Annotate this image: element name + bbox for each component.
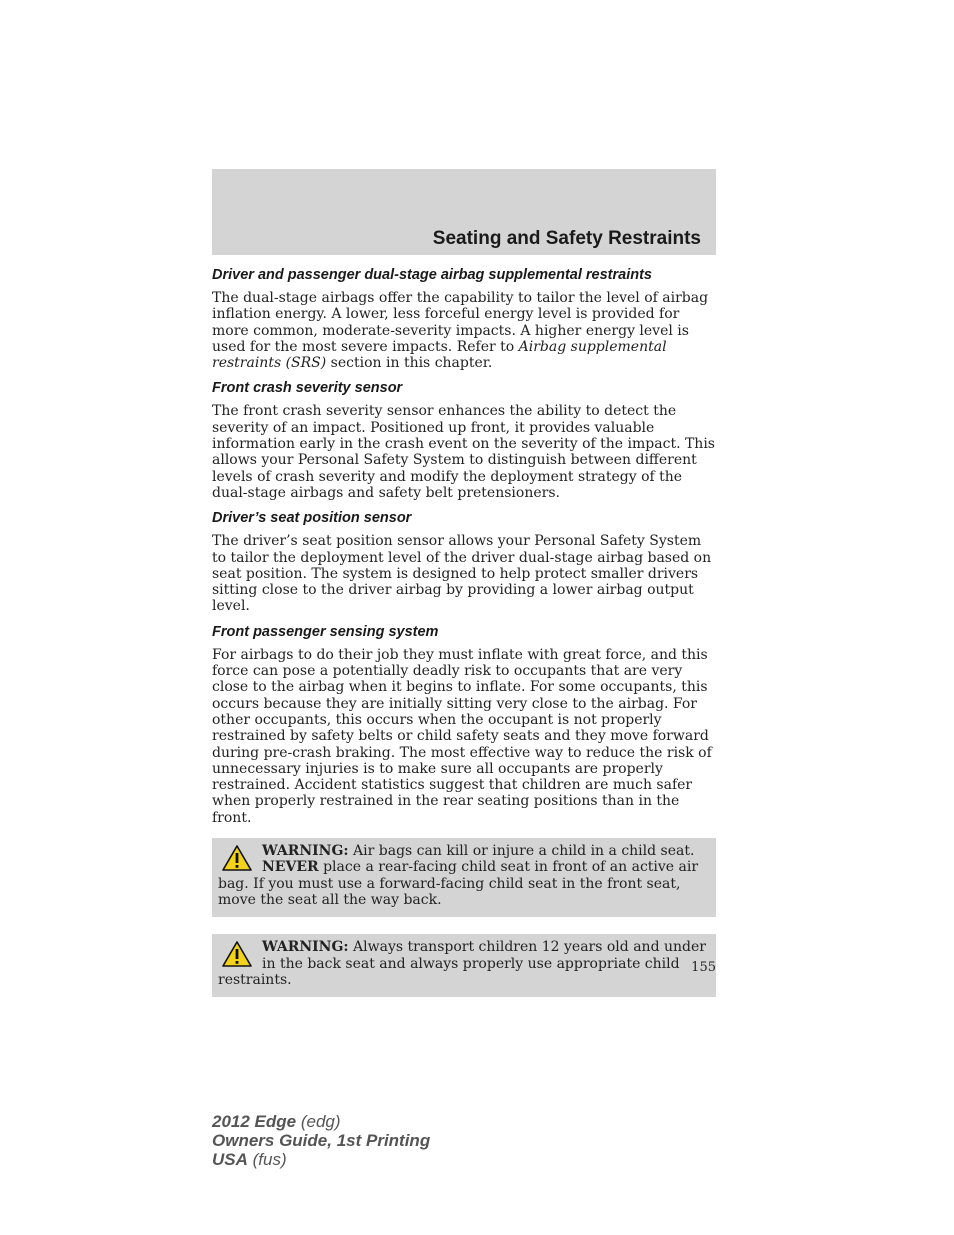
footer-line-region [212, 1150, 430, 1169]
chapter-header-band [212, 169, 716, 255]
section-body-seat-position-sensor: The driver’s seat position sensor allows your Personal Safety System to tailor the deployment level of the driver dual-stage airbag based on seat position. The system is designed to help protect smaller drivers sitting close to the driver airbag by providing a lower airbag output level. [212, 533, 712, 615]
section-body-front-crash-sensor: The front crash severity sensor enhances the ability to detect the severity of an impact. Positioned up front, it provides valuable information early in the crash event on the severity of the impact. This allows your Personal Safety System to distinguish between different levels of crash severity and modify the deployment strategy of the dual-stage airbags and safety belt pretensioners. [212, 403, 715, 501]
footer-region-code: (fus) [247, 1150, 287, 1169]
warning-label: WARNING: [262, 939, 349, 956]
section-body-passenger-sensing: For airbags to do their job they must inflate with great force, and this force can pose a potentially deadly risk to occupants that are very close to the airbag when it begins to inflate. For some occupants, this occurs because they are initially sitting very close to the airbag. For other occupants, this occurs when the occupant is not properly restrained by safety belts or child safety seats and they move forward during pre-crash braking. The most effective way to reduce the risk of unnecessary injuries is to make sure all occupants are properly restrained. Accident statistics suggest that children are much safer when properly restrained in the rear seating positions than in the front. [212, 646, 712, 826]
document-footer [212, 1112, 430, 1169]
section-heading-passenger-sensing: Front passenger sensing system [212, 623, 439, 640]
page-number: 155 [691, 960, 716, 975]
footer-model: 2012 Edge [212, 1112, 297, 1131]
warning-body: place a rear-facing child seat in front of an active air bag. If you must use a forward-facing child seat in the front seat, move the seat all the way back. [218, 859, 699, 908]
warning-body: Air bags can kill or injure a child in a child seat. [348, 843, 695, 860]
footer-line-edition [212, 1131, 430, 1150]
chapter-title: Seating and Safety Restraints [432, 228, 701, 249]
warning-emphasis: NEVER [262, 859, 319, 876]
warning-triangle-icon [221, 940, 253, 968]
footer-line-model [212, 1112, 430, 1131]
body-text: The dual-stage airbags offer the capability to tailor the level of airbag inflation energy. A lower, less forceful energy level is provided for more common, moderate-severity impacts. A higher energy level is used for the most severe impacts. Refer to [212, 290, 709, 355]
warning-body: Always transport children 12 years old and under in the back seat and always properly use appropriate child restraints. [218, 939, 706, 988]
footer-model-code: (edg) [296, 1112, 341, 1131]
warning-label: WARNING: [262, 843, 349, 860]
section-body-dual-stage-airbag [212, 290, 716, 371]
section-heading-seat-position-sensor: Driver’s seat position sensor [212, 510, 412, 527]
warning-box [212, 838, 716, 917]
page-content [212, 266, 716, 997]
warning-text [218, 939, 710, 988]
body-text: section in this chapter. [326, 355, 493, 372]
section-heading-dual-stage-airbag: Driver and passenger dual-stage airbag supplemental restraints [212, 267, 652, 283]
warning-triangle-icon [221, 844, 253, 872]
warning-box [212, 934, 716, 997]
footer-region: USA [212, 1150, 248, 1169]
cross-reference: Airbag supplemental restraints (SRS) [212, 338, 667, 372]
section-heading-front-crash-sensor: Front crash severity sensor [212, 380, 403, 397]
footer-edition: Owners Guide, 1st Printing [212, 1131, 431, 1150]
warning-text [218, 843, 710, 908]
